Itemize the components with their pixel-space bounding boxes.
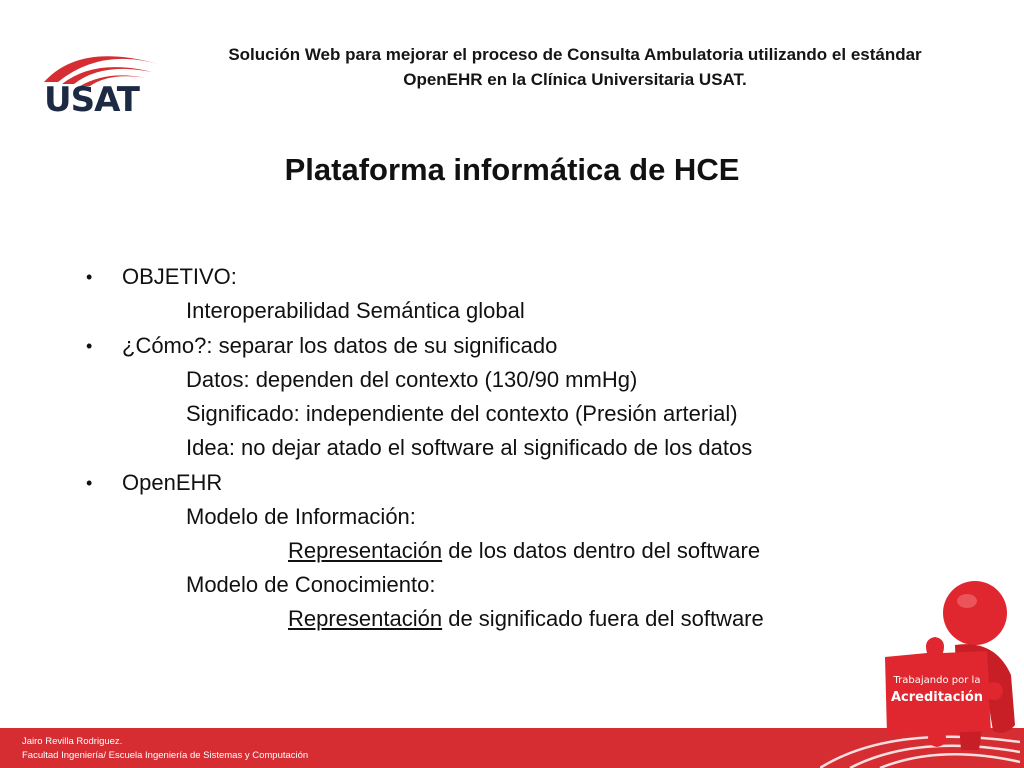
como-detail-idea: Idea: no dejar atado el software al significado de los datos <box>186 435 753 460</box>
badge-line2: Acreditación <box>890 690 984 705</box>
representacion-rest: de los datos dentro del software <box>442 538 761 563</box>
representacion-line-2 <box>288 604 764 634</box>
footer-faculty: Facultad Ingeniería/ Escuela Ingeniería de Sistemas y Computación <box>22 750 309 761</box>
como-detail-datos: Datos: dependen del contexto (130/90 mmHg) <box>186 367 638 392</box>
header-title <box>160 42 990 92</box>
objetivo-detail: Interoperabilidad Semántica global <box>186 298 525 323</box>
slide-title: Plataforma informática de HCE <box>284 152 740 187</box>
representacion-underlined: Representación <box>288 538 443 563</box>
modelo-informacion: Modelo de Información: <box>186 504 416 529</box>
representacion-rest: de significado fuera del software <box>442 606 764 631</box>
footer-bar <box>0 728 1024 768</box>
logo-text: USAT <box>44 80 139 120</box>
header-title-line1: Solución Web para mejorar el proceso de Consulta Ambulatoria utilizando el estándar <box>228 45 922 64</box>
footer-author: Jairo Revilla Rodriguez. <box>22 736 123 747</box>
como-detail-significado: Significado: independiente del contexto (Presión arterial) <box>186 401 738 426</box>
bullet-marker: • <box>86 336 93 356</box>
bullet-marker: • <box>86 267 93 287</box>
representacion-line-1 <box>288 536 760 566</box>
bullet-marker: • <box>86 473 93 493</box>
modelo-conocimiento: Modelo de Conocimiento: <box>186 572 436 597</box>
accreditation-badge <box>875 575 1024 750</box>
badge-line1: Trabajando por la <box>893 675 981 686</box>
usat-logo <box>40 42 160 120</box>
como-label: ¿Cómo?: separar los datos de su significado <box>122 333 558 358</box>
puzzle-person-icon <box>875 575 1024 750</box>
header-title-line2: OpenEHR en la Clínica Universitaria USAT. <box>403 70 747 89</box>
openehr-label: OpenEHR <box>122 470 223 495</box>
representacion-underlined: Representación <box>288 606 443 631</box>
objetivo-label: OBJETIVO: <box>122 264 237 289</box>
